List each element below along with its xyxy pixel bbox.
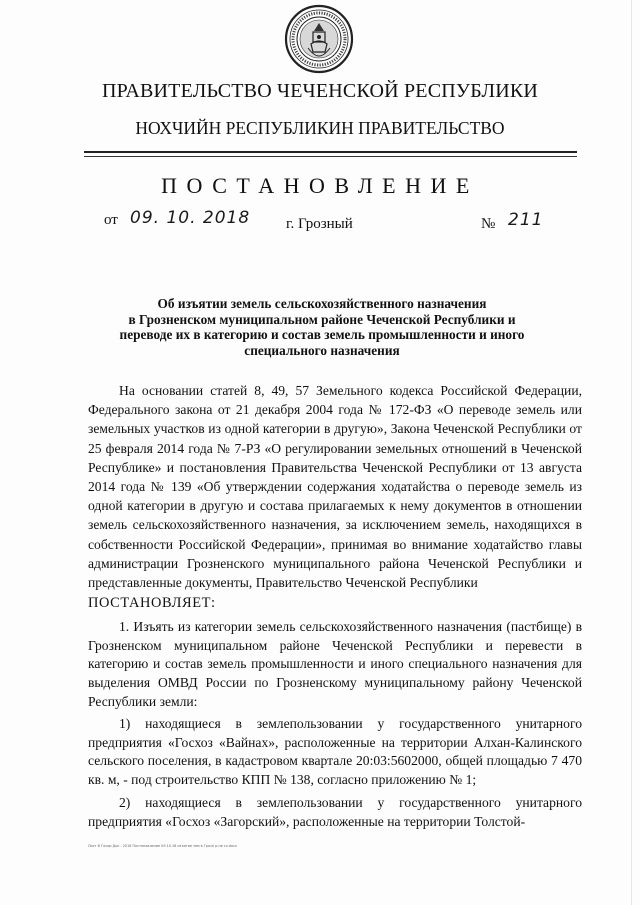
subject-line: в Грозненском муниципальном районе Чеченской Республики и — [128, 311, 516, 327]
city-label: г. Грозный — [286, 216, 353, 232]
number-prefix: № — [481, 216, 496, 232]
subject-line: Об изъятии земель сельскохозяйственного назначения — [157, 296, 487, 311]
handwritten-number: 211 — [508, 210, 544, 230]
document-type-title: ПОСТАНОВЛЕНИЕ — [161, 173, 479, 198]
subitem-1-paragraph: 1) находящиеся в землепользовании у государственного унитарного предприятия «Госхоз «Вайнах», расположенные на территории Алхан-Калинского сельского поселения, в кадастровом квартале 20:03:5602000, общей площадью 7 470 кв. м, - под строительство КПП № 138, согласно приложению № 1; — [88, 716, 582, 788]
file-path-footer: Лист В Гочир Док - 2018 Постановление 09.10.18 изъятие зем в Грозн р-не сх.docx — [88, 844, 237, 848]
document-subject — [96, 296, 548, 358]
subject-line: специального назначения — [244, 342, 400, 358]
coat-of-arms-emblem — [284, 4, 354, 74]
date-prefix: от — [104, 212, 118, 228]
header-divider — [84, 151, 577, 153]
header-divider-thin — [84, 156, 577, 157]
subitem-2-paragraph: 2) находящиеся в землепользовании у государственного унитарного предприятия «Госхоз «Загорский», расположенные на территории Толстой- — [88, 795, 582, 829]
government-name-chechen: НОХЧИЙН РЕСПУБЛИКИН ПРАВИТЕЛЬСТВО — [135, 118, 505, 138]
decree-heading: ПОСТАНОВЛЯЕТ: — [88, 595, 216, 611]
preamble-paragraph: На основании статей 8, 49, 57 Земельного кодекса Российской Федерации, Федерального закона от 21 декабря 2004 года № 172-ФЗ «О переводе земель или земельных участков из одной категории в другую», Закона Чеченской Республики от 25 февраля 2014 года № 7-РЗ «О регулировании земельных отношений в Чеченской Республике» и постановления Правительства Чеченской Республики от 13 августа 2014 года № 139 «Об утверждении содержания ходатайства о переводе земель из одной категории в другую и состава прилагаемых к нему документов в отношении земель сельскохозяйственного назначения, за исключением земель, находящихся в собственности Российской Федерации», принимая во внимание ходатайство главы администрации Грозненского муниципального района Чеченской Республики и представленные документы, Правительство Чеченской Республики — [88, 383, 582, 591]
government-name-russian: ПРАВИТЕЛЬСТВО ЧЕЧЕНСКОЙ РЕСПУБЛИКИ — [101, 80, 539, 102]
subject-line: переводе их в категорию и состав земель промышленности и иного — [119, 327, 525, 343]
item-1-paragraph: 1. Изъять из категории земель сельскохозяйственного назначения (пастбище) в Грозненском муниципальном районе Чеченской Республики и перевести в категорию и состав земель промышленности и иного специального назначения для выделения ОМВД России по Грозненскому муниципальному району Чеченской Республики земли: — [88, 619, 582, 709]
handwritten-date: 09. 10. 2018 — [130, 208, 251, 228]
